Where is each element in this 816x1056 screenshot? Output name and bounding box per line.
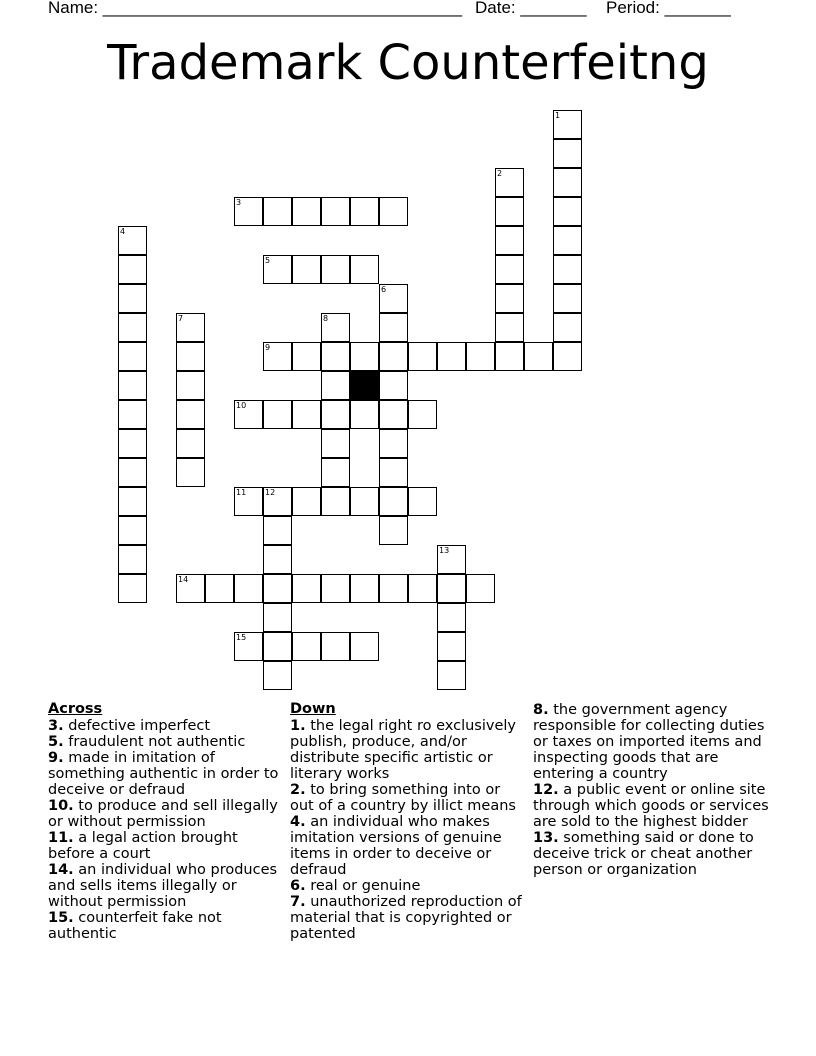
grid-cell[interactable] (379, 429, 408, 458)
grid-cell[interactable] (437, 632, 466, 661)
clue-item (48, 830, 286, 862)
grid-cell[interactable] (292, 255, 321, 284)
grid-cell[interactable] (350, 197, 379, 226)
clue-number-label: 8. (533, 702, 549, 718)
grid-cell[interactable] (553, 342, 582, 371)
grid-cell[interactable] (495, 313, 524, 342)
clue-number: 8 (323, 314, 329, 323)
grid-cell[interactable] (118, 516, 147, 545)
grid-cell[interactable] (350, 574, 379, 603)
clue-number: 7 (178, 314, 184, 323)
clue-number-label: 3. (48, 718, 64, 734)
clue-number-label: 6. (290, 878, 306, 894)
clue-text: something said or done to deceive trick or cheat another person or organization (533, 830, 754, 878)
down-clues (290, 700, 526, 942)
grid-cell[interactable] (234, 400, 263, 429)
grid-cell[interactable] (495, 284, 524, 313)
grid-cell[interactable] (553, 284, 582, 313)
grid-cell[interactable] (118, 487, 147, 516)
grid-cell[interactable] (292, 400, 321, 429)
clue-number: 1 (555, 111, 561, 120)
across-heading: Across (48, 701, 103, 717)
grid-cell[interactable] (263, 661, 292, 690)
grid-cell[interactable] (553, 255, 582, 284)
clue-number-label: 2. (290, 782, 306, 798)
clue-text: fraudulent not authentic (63, 734, 246, 750)
clue-number: 13 (439, 546, 450, 555)
clue-text: real or genuine (305, 878, 421, 894)
grid-cell[interactable] (321, 487, 350, 516)
clue-item (533, 782, 773, 830)
grid-cell[interactable] (263, 255, 292, 284)
grid-cell[interactable] (292, 574, 321, 603)
clue-item (290, 814, 526, 878)
grid-cell[interactable] (437, 603, 466, 632)
clue-item (290, 782, 526, 814)
grid-cell[interactable] (263, 632, 292, 661)
clue-number-label: 10. (48, 798, 74, 814)
grid-cell[interactable] (292, 487, 321, 516)
grid-cell[interactable] (379, 487, 408, 516)
grid-cell[interactable] (118, 255, 147, 284)
grid-cell[interactable] (118, 313, 147, 342)
grid-cell[interactable] (234, 632, 263, 661)
clue-item (48, 862, 286, 910)
clue-number: 9 (265, 343, 271, 352)
clue-item (48, 750, 286, 798)
grid-cell[interactable] (350, 255, 379, 284)
clue-number-label: 9. (48, 750, 64, 766)
grid-cell[interactable] (118, 342, 147, 371)
grid-cell[interactable] (466, 574, 495, 603)
black-cell (350, 371, 379, 400)
clue-number-label: 4. (290, 814, 306, 830)
grid-cell[interactable] (263, 574, 292, 603)
name-field[interactable]: Name: ______________________________________ (48, 0, 463, 17)
clue-item (290, 894, 526, 942)
grid-cell[interactable] (263, 342, 292, 371)
grid-cell[interactable] (263, 197, 292, 226)
grid-cell[interactable] (234, 197, 263, 226)
grid-cell[interactable] (118, 226, 147, 255)
grid-cell[interactable] (263, 487, 292, 516)
grid-cell[interactable] (321, 458, 350, 487)
grid-cell[interactable] (379, 400, 408, 429)
grid-cell[interactable] (379, 197, 408, 226)
date-field[interactable]: Date: _______ (475, 0, 587, 17)
grid-cell[interactable] (292, 197, 321, 226)
clue-number-label: 13. (533, 830, 559, 846)
grid-cell[interactable] (437, 545, 466, 574)
grid-cell[interactable] (292, 632, 321, 661)
grid-cell[interactable] (176, 400, 205, 429)
clue-text: an individual who makes imitation versions of genuine items in order to deceive or defraud (290, 814, 502, 878)
grid-cell[interactable] (379, 284, 408, 313)
grid-cell[interactable] (379, 342, 408, 371)
grid-cell[interactable] (553, 110, 582, 139)
grid-cell[interactable] (292, 342, 321, 371)
grid-cell[interactable] (118, 400, 147, 429)
clue-number-label: 12. (533, 782, 559, 798)
grid-cell[interactable] (263, 400, 292, 429)
clue-number-label: 11. (48, 830, 74, 846)
grid-cell[interactable] (234, 487, 263, 516)
clue-text: to produce and sell illegally or without permission (48, 798, 278, 830)
grid-cell[interactable] (379, 458, 408, 487)
grid-cell[interactable] (379, 574, 408, 603)
grid-cell[interactable] (408, 574, 437, 603)
clue-number: 15 (236, 633, 247, 642)
grid-cell[interactable] (321, 197, 350, 226)
grid-cell[interactable] (466, 342, 495, 371)
grid-cell[interactable] (350, 400, 379, 429)
grid-cell[interactable] (118, 284, 147, 313)
clue-number: 3 (236, 198, 242, 207)
grid-cell[interactable] (321, 400, 350, 429)
down-clues-continued (533, 702, 773, 878)
clue-text: defective imperfect (63, 718, 211, 734)
grid-cell[interactable] (437, 661, 466, 690)
clue-text: the legal right ro exclusively publish, produce, and/or distribute specific artistic or literary works (290, 718, 516, 782)
grid-cell[interactable] (321, 313, 350, 342)
clue-number: 4 (120, 227, 126, 236)
grid-cell[interactable] (524, 342, 553, 371)
grid-cell[interactable] (321, 342, 350, 371)
grid-cell[interactable] (176, 313, 205, 342)
page-title: Trademark Counterfeitng (107, 35, 709, 91)
grid-cell[interactable] (176, 458, 205, 487)
grid-cell[interactable] (263, 545, 292, 574)
grid-cell[interactable] (263, 603, 292, 632)
grid-cell[interactable] (321, 574, 350, 603)
clue-text: made in imitation of something authentic in order to deceive or defraud (48, 750, 279, 798)
clue-number-label: 7. (290, 894, 306, 910)
grid-cell[interactable] (118, 545, 147, 574)
grid-cell[interactable] (437, 342, 466, 371)
clue-item (48, 798, 286, 830)
grid-cell[interactable] (553, 197, 582, 226)
clue-number-label: 5. (48, 734, 64, 750)
clue-text: to bring something into or out of a country by illict means (290, 782, 516, 814)
grid-cell[interactable] (350, 342, 379, 371)
clue-item (290, 718, 526, 782)
clue-number: 12 (265, 488, 276, 497)
grid-cell[interactable] (118, 429, 147, 458)
clue-text: the government agency responsible for collecting duties or taxes on imported items and inspecting goods that are entering a country (533, 702, 765, 782)
grid-cell[interactable] (408, 487, 437, 516)
grid-cell[interactable] (350, 487, 379, 516)
grid-cell[interactable] (350, 632, 379, 661)
grid-cell[interactable] (379, 371, 408, 400)
clue-number: 5 (265, 256, 271, 265)
grid-cell[interactable] (553, 313, 582, 342)
clue-number: 14 (178, 575, 189, 584)
clue-text: a legal action brought before a court (48, 830, 238, 862)
grid-cell[interactable] (176, 371, 205, 400)
grid-cell[interactable] (118, 458, 147, 487)
grid-cell[interactable] (495, 342, 524, 371)
clue-number: 6 (381, 285, 387, 294)
grid-cell[interactable] (321, 255, 350, 284)
clue-text: an individual who produces and sells items illegally or without permission (48, 862, 278, 910)
grid-cell[interactable] (553, 139, 582, 168)
clue-number-label: 1. (290, 718, 306, 734)
grid-cell[interactable] (321, 429, 350, 458)
grid-cell[interactable] (495, 226, 524, 255)
grid-cell[interactable] (321, 371, 350, 400)
grid-cell[interactable] (437, 574, 466, 603)
clue-text: counterfeit fake not authentic (48, 910, 222, 942)
grid-cell[interactable] (553, 168, 582, 197)
clue-number: 10 (236, 401, 247, 410)
grid-cell[interactable] (495, 197, 524, 226)
down-heading: Down (290, 701, 336, 717)
clue-text: a public event or online site through which goods or services are sold to the highest bidder (533, 782, 769, 830)
clue-number-label: 15. (48, 910, 74, 926)
grid-cell[interactable] (379, 516, 408, 545)
clue-item (533, 830, 773, 878)
grid-cell[interactable] (553, 226, 582, 255)
period-field[interactable]: Period: _______ (606, 0, 731, 17)
clue-number: 11 (236, 488, 247, 497)
across-clues (48, 700, 286, 942)
grid-cell[interactable] (495, 168, 524, 197)
grid-cell[interactable] (408, 342, 437, 371)
grid-cell[interactable] (495, 255, 524, 284)
grid-cell[interactable] (176, 429, 205, 458)
grid-cell[interactable] (408, 400, 437, 429)
grid-cell[interactable] (263, 516, 292, 545)
grid-cell[interactable] (176, 574, 205, 603)
clue-item (533, 702, 773, 782)
grid-cell[interactable] (118, 574, 147, 603)
grid-cell[interactable] (379, 313, 408, 342)
grid-cell[interactable] (118, 371, 147, 400)
clue-item (48, 734, 286, 750)
grid-cell[interactable] (205, 574, 234, 603)
clue-item (48, 910, 286, 942)
clue-number-label: 14. (48, 862, 74, 878)
grid-cell[interactable] (234, 574, 263, 603)
clue-text: unauthorized reproduction of material that is copyrighted or patented (290, 894, 522, 942)
clue-item (290, 878, 526, 894)
clue-number: 2 (497, 169, 503, 178)
clue-item (48, 718, 286, 734)
grid-cell[interactable] (321, 632, 350, 661)
grid-cell[interactable] (176, 342, 205, 371)
